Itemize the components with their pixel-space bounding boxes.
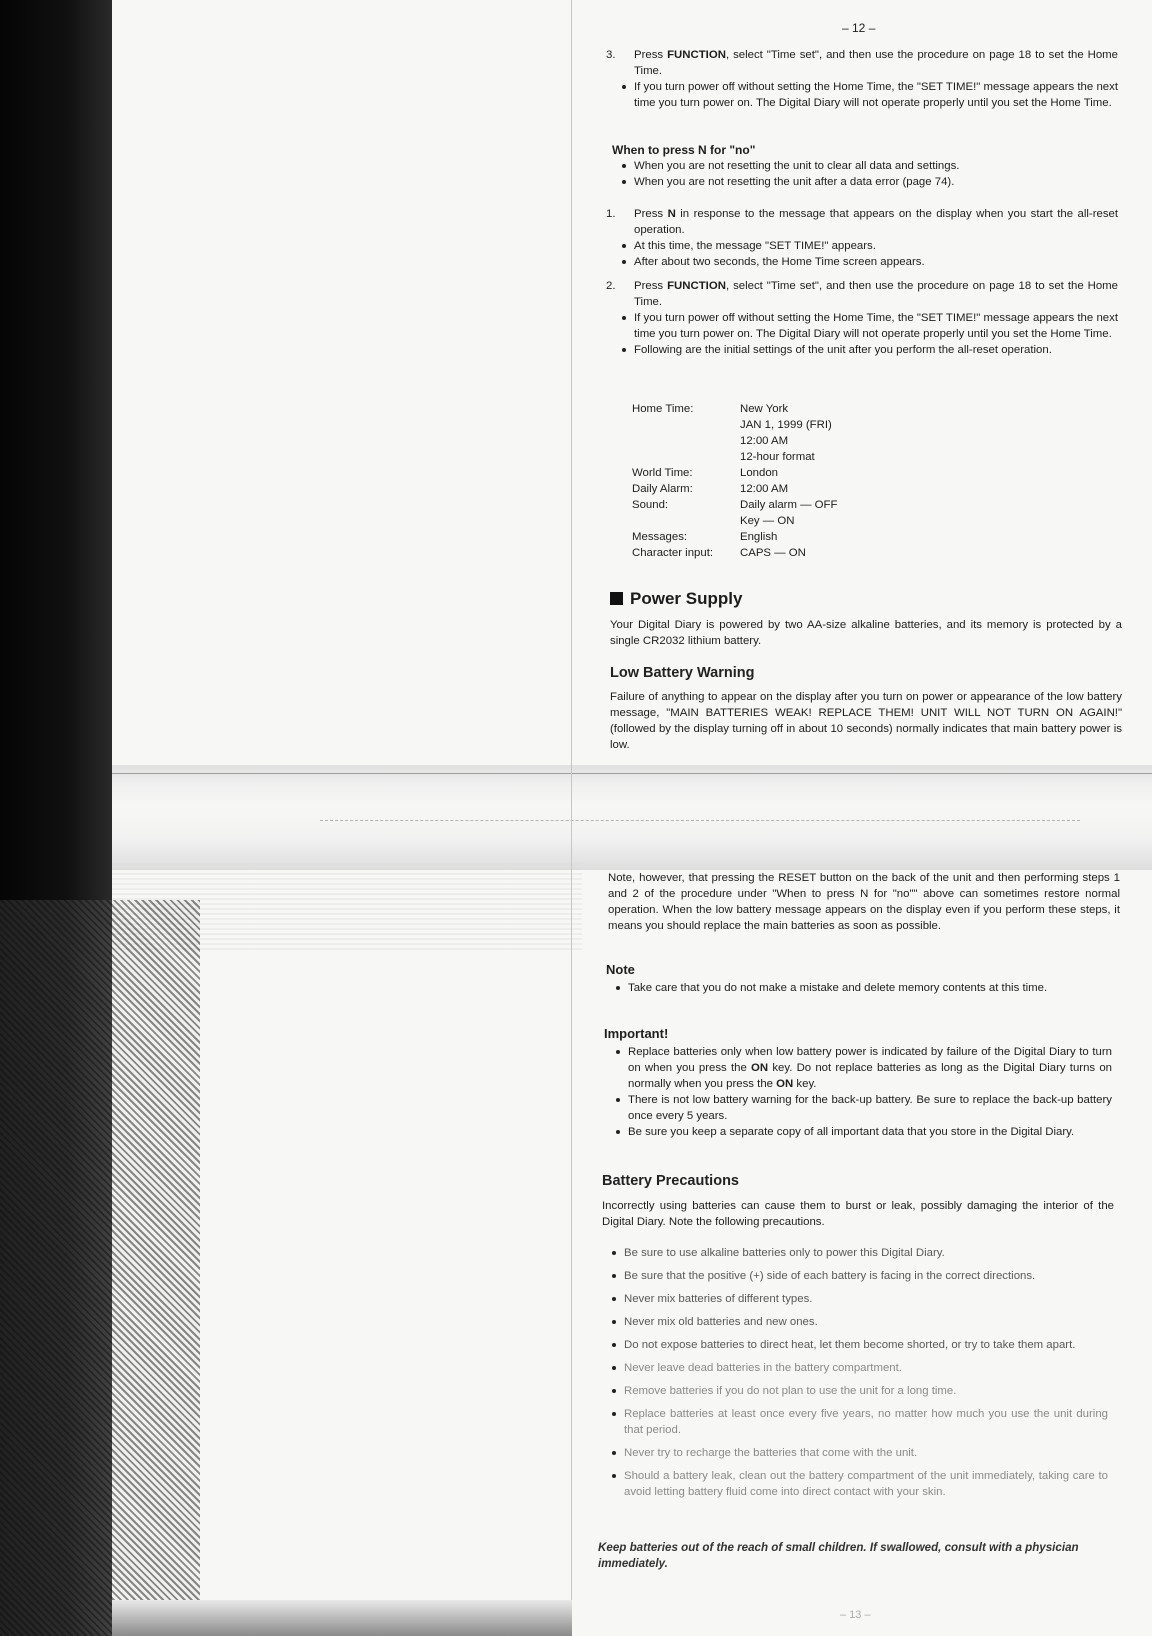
list-item: Following are the initial settings of the unit after you perform the all-reset operation.	[606, 342, 1118, 358]
key-function: FUNCTION	[667, 49, 726, 61]
page-fold-shadow	[112, 765, 1152, 870]
settings-value: Key — ON	[740, 515, 795, 527]
low-battery-heading: Low Battery Warning	[610, 665, 755, 681]
settings-values	[740, 497, 837, 529]
list-item: After about two seconds, the Home Time screen appears.	[606, 254, 1118, 270]
child-safety-warning: Keep batteries out of the reach of small children. If swallowed, consult with a physician immediately.	[598, 1541, 1079, 1570]
list-item: Be sure you keep a separate copy of all important data that you store in the Digital Diary.	[600, 1124, 1112, 1140]
step-text	[634, 278, 1118, 310]
bottom-page-number: – 13 –	[840, 1609, 871, 1621]
settings-row	[632, 529, 837, 545]
settings-value: Daily alarm — OFF	[740, 499, 838, 511]
list-item	[600, 1044, 1112, 1092]
list-item: At this time, the message "SET TIME!" appears.	[606, 238, 1118, 254]
settings-value: 12:00 AM	[740, 435, 789, 447]
settings-value: New York	[740, 403, 789, 415]
list-item: There is not low battery warning for the back-up battery. Be sure to replace the back-up battery once every 5 years.	[600, 1092, 1112, 1124]
list-item: If you turn power off without setting the Home Time, the "SET TIME!" message appears the next time you turn power on. The Digital Diary will not operate properly until you set the Home Time.	[606, 310, 1118, 342]
low-battery-paragraph: Failure of anything to appear on the display after you turn on power or appearance of the low battery message, "MAIN BATTERIES WEAK! REPLACE THEM! UNIT WILL NOT TURN ON AGAIN!" (followed by the display turning off in about 10 seconds) normally indicates that main battery power is low.	[610, 691, 1122, 751]
settings-label: World Time:	[632, 467, 693, 479]
step-2	[606, 278, 1118, 358]
list-item: Be sure to use alkaline batteries only to power this Digital Diary.	[596, 1245, 1108, 1261]
when-no-heading: When to press N for "no"	[612, 143, 756, 157]
list-item: When you are not resetting the unit after a data error (page 74).	[606, 174, 1118, 190]
note-heading: Note	[606, 962, 635, 977]
power-supply-paragraph: Your Digital Diary is powered by two AA-size alkaline batteries, and its memory is protected by a single CR2032 lithium battery.	[610, 619, 1122, 647]
scan-noise	[0, 900, 200, 1636]
settings-value: 12-hour format	[740, 451, 815, 463]
step-text	[634, 206, 1118, 238]
power-supply-heading	[610, 589, 742, 609]
list-item: Never mix old batteries and new ones.	[596, 1314, 1108, 1330]
precautions-intro-paragraph: Incorrectly using batteries can cause them to burst or leak, possibly damaging the interior of the Digital Diary. Note the following precautions.	[602, 1200, 1114, 1228]
important-text: key. Do not replace batteries as long as the Digital Diary turns on normally when you press the	[628, 1062, 1112, 1090]
note-list	[600, 980, 1112, 996]
list-item: When you are not resetting the unit to clear all data and settings.	[606, 158, 1118, 174]
step-1	[606, 206, 1118, 270]
power-supply-title: Power Supply	[630, 589, 743, 608]
settings-value: London	[740, 467, 779, 479]
key-on: ON	[751, 1062, 769, 1074]
key-on: ON	[776, 1078, 794, 1090]
settings-row	[632, 481, 837, 497]
precautions-list	[596, 1245, 1108, 1500]
settings-label: Daily Alarm:	[632, 483, 693, 495]
step-3	[606, 47, 1118, 111]
settings-label: Home Time:	[632, 403, 694, 415]
key-function: FUNCTION	[667, 280, 726, 292]
list-item: Remove batteries if you do not plan to use the unit for a long time.	[596, 1383, 1108, 1399]
low-battery-text	[610, 689, 1122, 753]
settings-row	[632, 465, 837, 481]
scan-gray-patch	[112, 860, 582, 950]
step-number: 3.	[606, 49, 616, 61]
step-note: If you turn power off without setting the Home Time, the "SET TIME!" message appears the next time you turn power on. The Digital Diary will not operate properly until you set the Home Time.	[606, 79, 1118, 111]
step-text	[634, 47, 1118, 79]
list-item: Never try to recharge the batteries that come with the unit.	[596, 1445, 1108, 1461]
settings-label: Messages:	[632, 531, 688, 543]
page-fold-line-secondary	[320, 820, 1080, 822]
settings-label: Character input:	[632, 547, 714, 559]
page-fold-line	[112, 773, 1152, 774]
step-text-pre: Press	[634, 280, 668, 292]
important-list	[600, 1044, 1112, 1140]
settings-value: CAPS — ON	[740, 547, 806, 559]
settings-value: JAN 1, 1999 (FRI)	[740, 419, 832, 431]
step-text-post: , select "Time set", and then use the procedure on page 18 to set the Home Time.	[634, 49, 1119, 77]
list-item: Do not expose batteries to direct heat, let them become shorted, or try to take them apart.	[596, 1337, 1108, 1353]
settings-row	[632, 497, 837, 529]
power-supply-text	[610, 617, 1122, 649]
step-text-pre: Press	[634, 49, 668, 61]
list-item: Replace batteries at least once every five years, no matter how much you use the unit during that period.	[596, 1406, 1108, 1438]
battery-precautions-heading: Battery Precautions	[602, 1173, 739, 1189]
step-text-post: , select "Time set", and then use the procedure on page 18 to set the Home Time.	[634, 280, 1119, 308]
settings-value: English	[740, 531, 778, 543]
settings-row	[632, 545, 837, 561]
settings-value: 12:00 AM	[740, 483, 789, 495]
key-n: N	[667, 208, 676, 220]
section-square-icon	[610, 592, 623, 605]
step-number: 2.	[606, 280, 616, 292]
settings-row	[632, 401, 837, 465]
step-text-pre: Press	[634, 208, 668, 220]
list-item: Be sure that the positive (+) side of each battery is facing in the correct directions.	[596, 1268, 1108, 1284]
important-text: key.	[793, 1078, 817, 1090]
initial-settings-table	[632, 401, 837, 561]
settings-values	[740, 401, 832, 465]
binding-gutter	[571, 0, 572, 1636]
list-item: Never leave dead batteries in the battery compartment.	[596, 1360, 1108, 1376]
step-text-post: in response to the message that appears on the display when you start the all-reset operation.	[634, 208, 1119, 236]
list-item: Should a battery leak, clean out the battery compartment of the unit immediately, taking care to avoid letting battery fluid come into direct contact with your skin.	[596, 1468, 1108, 1500]
when-no-list	[606, 158, 1118, 190]
step-number: 1.	[606, 208, 616, 220]
list-item: Take care that you do not make a mistake and delete memory contents at this time.	[600, 980, 1112, 996]
reset-note-paragraph: Note, however, that pressing the RESET button on the back of the unit and then performing steps 1 and 2 of the procedure under "When to press N for "no"" above can sometimes restore normal operation. When the low battery message appears on the display even if you perform these steps, it means you should replace the main batteries as soon as possible.	[608, 872, 1120, 932]
list-item: Never mix batteries of different types.	[596, 1291, 1108, 1307]
battery-precautions-intro	[602, 1198, 1114, 1230]
settings-label: Sound:	[632, 499, 669, 511]
scan-bottom-shadow	[112, 1600, 572, 1636]
reset-note	[608, 870, 1120, 934]
important-text: Replace batteries only when low battery power is indicated by failure of the Digital Diary to turn on when you press the	[628, 1046, 1112, 1074]
page-number: – 12 –	[842, 21, 876, 35]
important-heading: Important!	[604, 1026, 669, 1041]
